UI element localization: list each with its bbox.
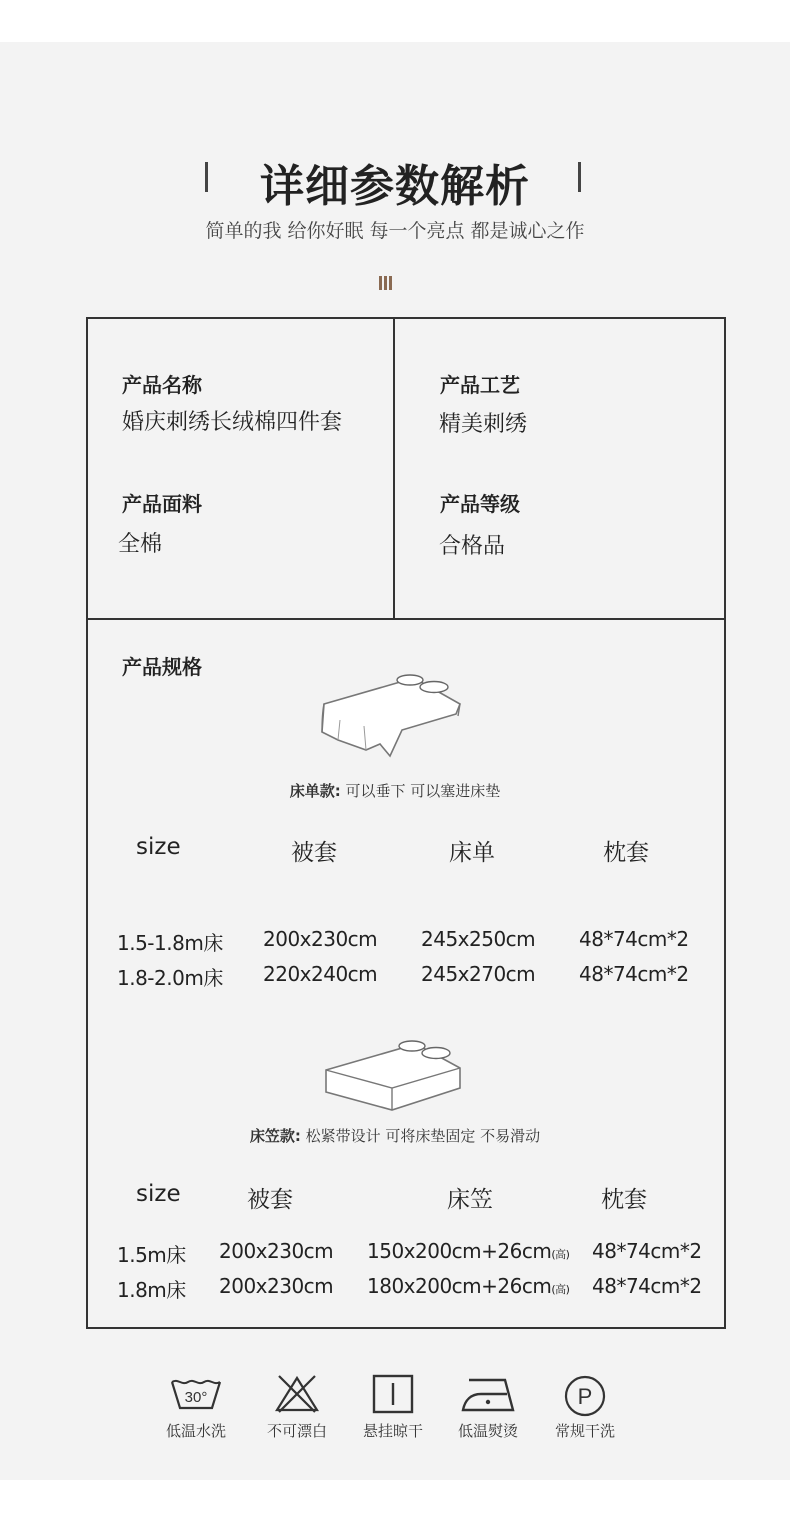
product-spec-label: 产品规格 [122,655,202,679]
fitted-row1-duvet: 200x230cm [219,1239,334,1263]
table-divider-vertical [393,317,395,619]
care-label-dry: 悬挂晾干 [362,1422,423,1440]
sheet-row1-duvet: 200x230cm [263,927,378,951]
care-low-temp-iron [443,1374,533,1441]
care-label-iron: 低温熨烫 [457,1422,518,1440]
fitted-header-pillowcase: 枕套 [601,1187,647,1213]
care-label-wash: 低温水洗 [165,1422,226,1440]
sheet-row2-pillowcase: 48*74cm*2 [579,962,689,986]
product-grade-label: 产品等级 [440,492,520,516]
fitted-row2-size: 1.8m床 [117,1278,186,1302]
care-hang-dry [348,1374,438,1441]
fitted-caption: 床笠款: 松紧带设计 可将床垫固定 不易滑动 [249,1127,541,1145]
sheet-row2-duvet: 220x240cm [263,962,378,986]
flat-sheet-bed-icon [318,670,466,762]
care-dry-clean [540,1374,630,1441]
fitted-header-duvet: 被套 [247,1187,293,1213]
wash-30-icon [168,1374,224,1414]
sheet-header-duvet: 被套 [291,840,337,866]
care-no-bleach [252,1374,342,1441]
fitted-header-size: size [136,1181,181,1207]
spec-table [86,317,726,1329]
svg-text:P: P [577,1384,593,1409]
fitted-row2-duvet: 200x230cm [219,1274,334,1298]
sheet-row1-size: 1.5-1.8m床 [117,931,223,955]
fitted-row1-pillowcase: 48*74cm*2 [592,1239,702,1263]
iron-low-temp-icon [459,1374,517,1414]
product-craft-value: 精美刺绣 [439,412,528,437]
svg-text:30°: 30° [184,1389,208,1406]
product-name-label: 产品名称 [122,373,202,397]
title-row [0,150,790,212]
fitted-row2-pillowcase: 48*74cm*2 [592,1274,702,1298]
title-tick-right [578,162,581,192]
divider-bars-icon [379,276,393,290]
product-grade-value: 合格品 [439,534,506,559]
fitted-header-fitted: 床笠 [447,1187,493,1213]
sheet-header-sheet: 床单 [449,840,495,866]
sheet-header-pillowcase: 枕套 [603,840,649,866]
dry-clean-p-icon [562,1374,608,1418]
care-label-dryclean: 常规干洗 [554,1422,615,1440]
product-fabric-value: 全棉 [118,532,163,557]
page-title: 详细参数解析 [260,161,530,212]
product-craft-label: 产品工艺 [440,373,520,397]
sheet-row1-sheet: 245x250cm [421,927,536,951]
care-label-bleach: 不可漂白 [266,1422,327,1440]
no-bleach-icon [273,1374,321,1414]
fitted-row1-fitted: 150x200cm+26cm(高) [367,1239,570,1263]
fitted-row2-fitted: 180x200cm+26cm(高) [367,1274,570,1298]
fitted-sheet-bed-icon [322,1036,464,1116]
sheet-row2-size: 1.8-2.0m床 [117,966,223,990]
page-subtitle: 简单的我 给你好眠 每一个亮点 都是诚心之作 [205,220,585,242]
care-low-temp-wash [151,1374,241,1441]
sheet-caption: 床单款: 可以垂下 可以塞进床垫 [289,782,501,800]
product-fabric-label: 产品面料 [122,492,202,516]
fitted-row1-size: 1.5m床 [117,1243,186,1267]
product-name-value: 婚庆刺绣长绒棉四件套 [122,410,343,435]
sheet-row1-pillowcase: 48*74cm*2 [579,927,689,951]
table-divider-horizontal [86,618,726,620]
sheet-header-size: size [136,834,181,860]
hang-dry-icon [371,1374,415,1414]
sheet-row2-sheet: 245x270cm [421,962,536,986]
